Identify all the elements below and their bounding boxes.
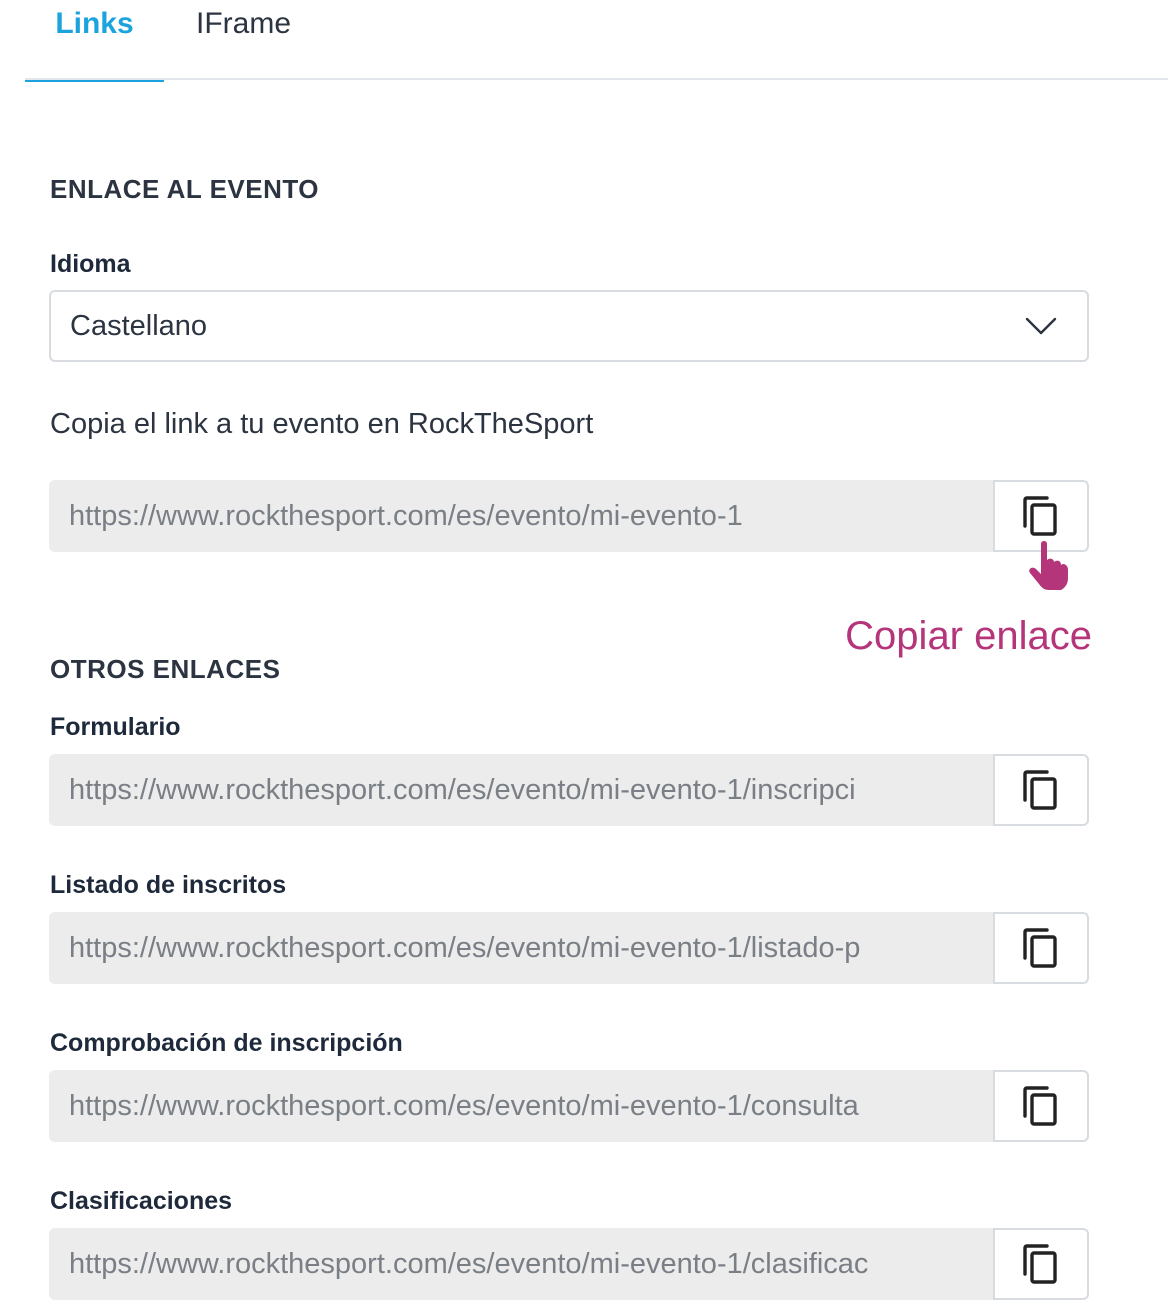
copy-icon (1021, 1242, 1061, 1286)
copy-icon (1021, 494, 1061, 538)
event-link-description: Copia el link a tu evento en RockTheSport (50, 408, 594, 440)
copy-link-tooltip: Copiar enlace (845, 614, 1092, 658)
copy-icon (1021, 768, 1061, 812)
copy-check-registration-link-button[interactable] (993, 1070, 1089, 1142)
event-link-row (49, 480, 1089, 552)
check-registration-link-label: Comprobación de inscripción (50, 1029, 403, 1057)
copy-rankings-link-button[interactable] (993, 1228, 1089, 1300)
event-link-url: https://www.rockthesport.com/es/evento/mi-evento-1 (69, 499, 743, 532)
check-registration-link-input[interactable] (49, 1070, 995, 1142)
rankings-link-input[interactable] (49, 1228, 995, 1300)
registrants-link-row (49, 912, 1089, 984)
check-registration-link-url: https://www.rockthesport.com/es/evento/mi-evento-1/consulta (69, 1089, 859, 1122)
registrants-link-label: Listado de inscritos (50, 871, 287, 899)
form-link-input[interactable] (49, 754, 995, 826)
rankings-link-url: https://www.rockthesport.com/es/evento/mi-evento-1/clasificac (69, 1247, 869, 1280)
language-select-value: Castellano (70, 309, 208, 342)
form-link-label: Formulario (50, 713, 181, 741)
tab-bar (25, 0, 1168, 80)
rankings-link-row (49, 1228, 1089, 1300)
check-registration-link-row (49, 1070, 1089, 1142)
language-label: Idioma (50, 250, 131, 278)
form-link-url: https://www.rockthesport.com/es/evento/mi-evento-1/inscripci (69, 773, 856, 806)
copy-icon (1021, 926, 1061, 970)
form-link-row (49, 754, 1089, 826)
chevron-down-icon (1025, 316, 1057, 336)
tab-iframe[interactable]: IFrame (196, 7, 292, 40)
registrants-link-url: https://www.rockthesport.com/es/evento/mi-evento-1/listado-p (69, 931, 861, 964)
copy-icon (1021, 1084, 1061, 1128)
event-link-section-title: ENLACE AL EVENTO (50, 174, 320, 204)
copy-registrants-link-button[interactable] (993, 912, 1089, 984)
event-link-input[interactable] (49, 480, 995, 552)
language-select[interactable] (49, 290, 1089, 362)
registrants-link-input[interactable] (49, 912, 995, 984)
tab-links[interactable]: Links (25, 4, 164, 80)
other-links-section-title: OTROS ENLACES (50, 654, 281, 684)
copy-form-link-button[interactable] (993, 754, 1089, 826)
pointer-hand-icon (1024, 540, 1076, 592)
rankings-link-label: Clasificaciones (50, 1187, 233, 1215)
